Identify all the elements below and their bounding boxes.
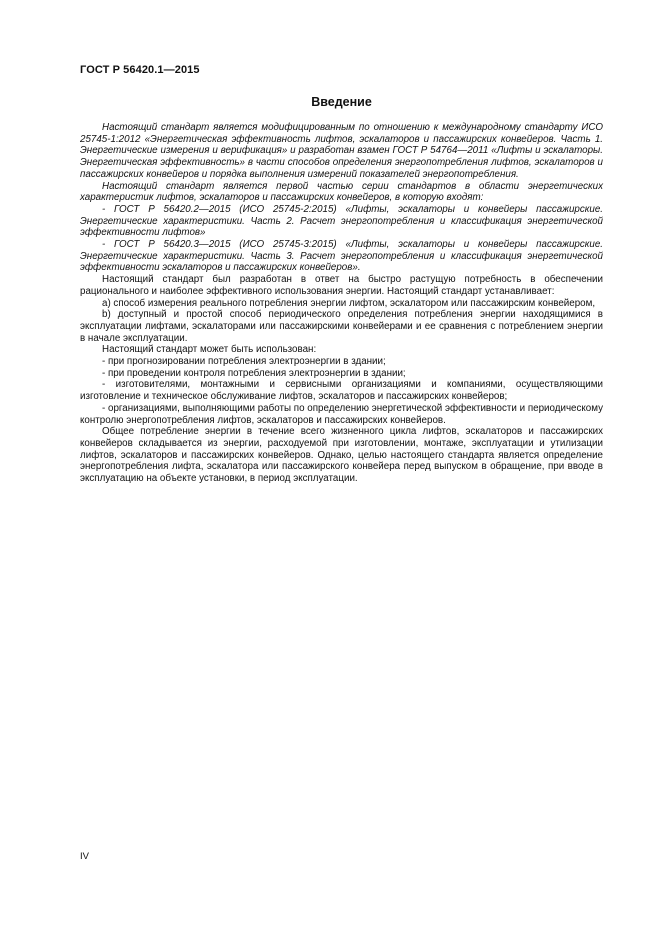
usage-list-item: - изготовителями, монтажными и сервисными организациями и компаниями, осуществляющими изготовление и техническое обслуживание лифтов, эскалаторов и пассажирских конвейеров; [80,379,603,403]
list-item-b: b) доступный и простой способ периодического определения потребления энергии находящимися в эксплуатации лифтами, эскалаторами или пассажирскими конвейерами и ее сравнения с потреблением энергии в начале эксплуатации. [80,309,603,344]
list-item-a: а) способ измерения реального потребления энергии лифтом, эскалатором или пассажирским конвейером, [102,297,596,309]
series-paragraph: Настоящий стандарт является первой частью серии стандартов в области энергетических характеристик лифтов, эскалаторов и пассажирских конвейеров, в которую входят: [80,180,603,204]
series-list-item: - ГОСТ Р 56420.2—2015 (ИСО 25745-2:2015) «Лифты, эскалаторы и конвейеры пассажирские. Энергетические характеристики. Часть 2. Расчет энергопотребления и классификация энергетической эффективности лифтов» [80,203,603,239]
usage-paragraph: Настоящий стандарт может быть использован: [102,344,317,356]
section-title: Введение [311,95,372,109]
page-number: IV [80,851,89,862]
document-header: ГОСТ Р 56420.1—2015 [80,64,200,76]
document-body [80,122,603,485]
series-list-item: - ГОСТ Р 56420.3—2015 (ИСО 25745-3:2015) «Лифты, эскалаторы и конвейеры пассажирские. Энергетические характеристики. Часть 3. Расчет энергопотребления и классификация энергетической эффективности эскалаторов и пассажирских конвейеров». [80,239,603,274]
intro-paragraph: Настоящий стандарт является модифицированным по отношению к международному стандарту ИСО 25745-1:2012 «Энергетическая эффективность лифтов, эскалаторов и пассажирских конвейеров. Часть 1. Энергетические измерения и верификация» и разработан взамен ГОСТ Р 54764—2011 «Лифты и эскалаторы. Энергетическая эффективность» в части способов определения энергопотребления лифтов, эскалаторов и пассажирских конвейеров и порядка выполнения измерений показателей энергопотребления. [80,122,603,180]
usage-list-item: - организациями, выполняющими работы по определению энергетической эффективности и периодическому контролю энергопотребления лифтов, эскалаторов и пассажирских конвейеров. [80,402,603,426]
usage-list-item: - при проведении контроля потребления электроэнергии в здании; [102,367,406,379]
conclusion-paragraph: Общее потребление энергии в течение всего жизненного цикла лифтов, эскалаторов и пассажирских конвейеров складывается из энергии, расходуемой при изготовлении, монтаже, эксплуатации и утилизации лифтов, эскалаторов и пассажирских конвейеров. Однако, целью настоящего стандарта является определение энергопотребления лифта, эскалатора или пассажирского конвейера перед выпуском в обращение, при вводе в эксплуатацию на объекте установки, в период эксплуатации. [80,426,603,485]
usage-list-item: - при прогнозировании потребления электроэнергии в здании; [102,356,386,368]
purpose-paragraph: Настоящий стандарт был разработан в ответ на быстро растущую потребность в обеспечении рационального и наиболее эффективного использования энергии. Настоящий стандарт устанавливает: [80,274,603,297]
